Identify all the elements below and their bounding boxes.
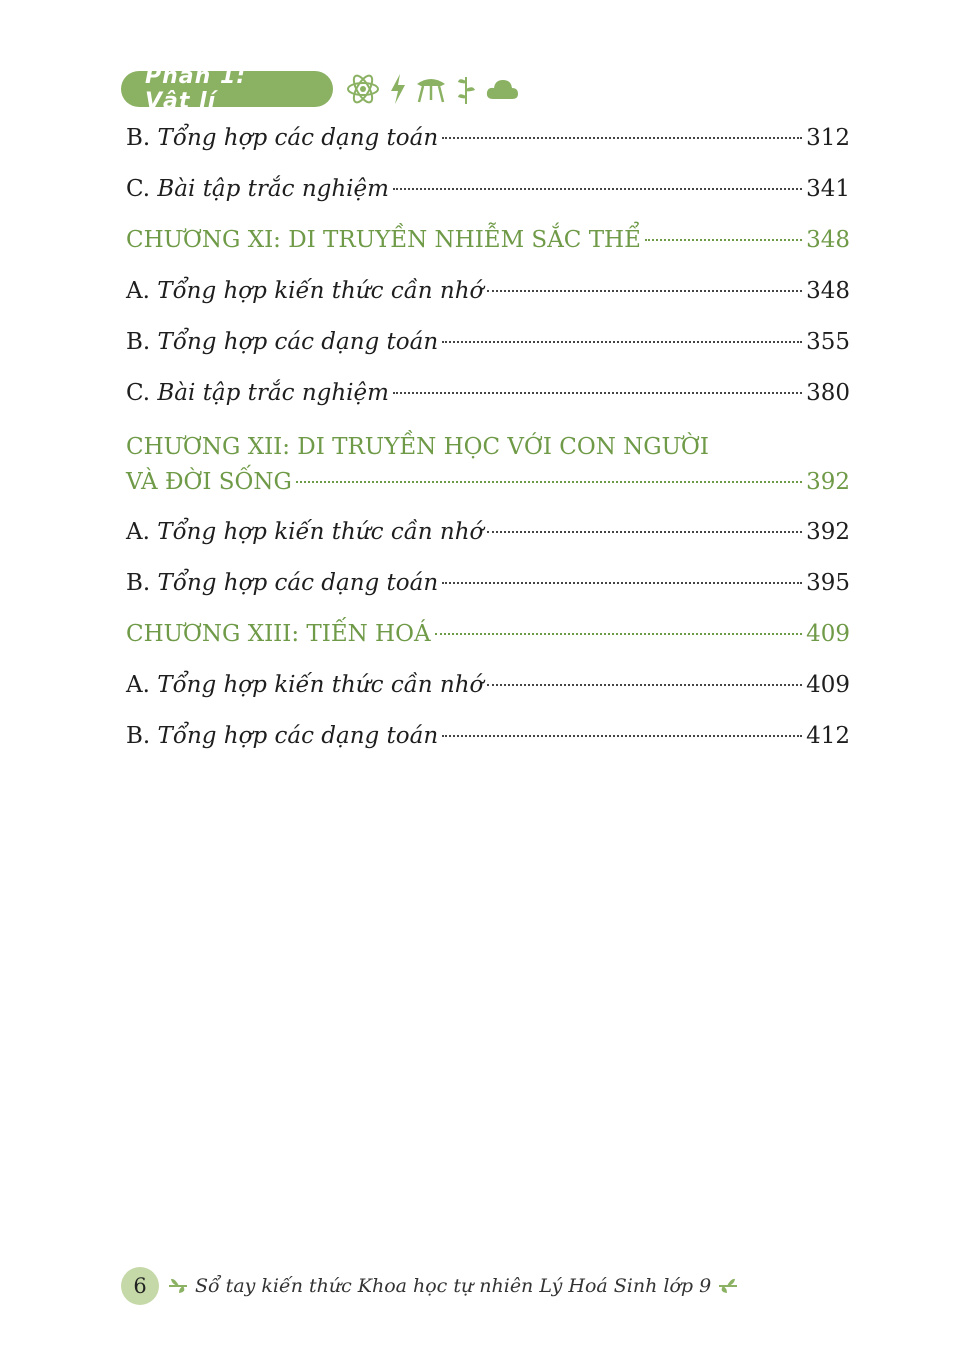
- dot-leader: [442, 582, 802, 584]
- plant-icon: [455, 73, 477, 105]
- toc-page-number: 392: [806, 469, 850, 495]
- leaf-right-icon: [717, 1276, 739, 1296]
- toc-page-number: 348: [806, 278, 850, 304]
- dot-leader: [393, 188, 802, 190]
- leaf-left-icon: [167, 1276, 189, 1296]
- toc-entry[interactable]: [126, 328, 850, 356]
- dot-leader: [645, 239, 802, 241]
- toc-page-number: 341: [806, 176, 850, 202]
- table-of-contents: [126, 124, 850, 773]
- toc-chapter-title-line1: CHƯƠNG XII: DI TRUYỀN HỌC VỚI CON NGƯỜI: [126, 434, 709, 460]
- dot-leader: [442, 137, 802, 139]
- dot-leader: [487, 531, 802, 533]
- toc-entry[interactable]: [126, 569, 850, 597]
- toc-entry[interactable]: [126, 124, 850, 152]
- page-number: 6: [121, 1267, 159, 1305]
- toc-entry[interactable]: [126, 671, 850, 699]
- toc-page-number: 409: [806, 621, 850, 647]
- toc-entry-label: B. Tổng hợp các dạng toán: [126, 723, 439, 749]
- toc-entry-label: B. Tổng hợp các dạng toán: [126, 329, 439, 355]
- cloud-icon: [485, 77, 519, 101]
- toc-entry-label: B. Tổng hợp các dạng toán: [126, 125, 439, 151]
- section-header: [121, 64, 519, 114]
- toc-page-number: 412: [806, 723, 850, 749]
- dot-leader: [487, 290, 802, 292]
- dot-leader: [393, 392, 802, 394]
- toc-page-number: 380: [806, 380, 850, 406]
- toc-chapter[interactable]: [126, 620, 850, 648]
- toc-entry-label: C. Bài tập trắc nghiệm: [126, 380, 389, 406]
- toc-page-number: 395: [806, 570, 850, 596]
- dot-leader: [442, 341, 802, 343]
- toc-entry[interactable]: [126, 518, 850, 546]
- toc-entry-label: A. Tổng hợp kiến thức cần nhớ: [126, 519, 484, 545]
- toc-chapter[interactable]: [126, 430, 850, 500]
- dot-leader: [487, 684, 802, 686]
- book-title: Sổ tay kiến thức Khoa học tự nhiên Lý Hoá Sinh lớp 9: [195, 1275, 712, 1297]
- toc-entry[interactable]: [126, 379, 850, 407]
- atom-icon: [345, 74, 381, 104]
- flask-icon: [415, 74, 447, 104]
- dot-leader: [435, 633, 803, 635]
- toc-entry-label: B. Tổng hợp các dạng toán: [126, 570, 439, 596]
- dot-leader: [296, 481, 802, 483]
- toc-chapter[interactable]: [126, 226, 850, 254]
- toc-entry-label: A. Tổng hợp kiến thức cần nhớ: [126, 672, 484, 698]
- toc-entry-label: C. Bài tập trắc nghiệm: [126, 176, 389, 202]
- toc-page-number: 355: [806, 329, 850, 355]
- toc-entry[interactable]: [126, 175, 850, 203]
- toc-entry[interactable]: [126, 277, 850, 305]
- toc-chapter-title: CHƯƠNG XI: DI TRUYỀN NHIỄM SẮC THỂ: [126, 227, 641, 253]
- toc-page-number: 409: [806, 672, 850, 698]
- toc-entry[interactable]: [126, 722, 850, 750]
- lightning-icon: [389, 73, 407, 105]
- toc-page-number: 312: [806, 125, 850, 151]
- subject-icons: [345, 73, 519, 105]
- page-footer: [121, 1267, 739, 1305]
- toc-page-number: 348: [806, 227, 850, 253]
- toc-entry-label: A. Tổng hợp kiến thức cần nhớ: [126, 278, 484, 304]
- section-label: Phần 1: Vật lí: [121, 71, 333, 107]
- toc-chapter-title: CHƯƠNG XIII: TIẾN HOÁ: [126, 621, 431, 647]
- toc-page-number: 392: [806, 519, 850, 545]
- toc-chapter-title-line2: VÀ ĐỜI SỐNG: [126, 469, 292, 495]
- dot-leader: [442, 735, 802, 737]
